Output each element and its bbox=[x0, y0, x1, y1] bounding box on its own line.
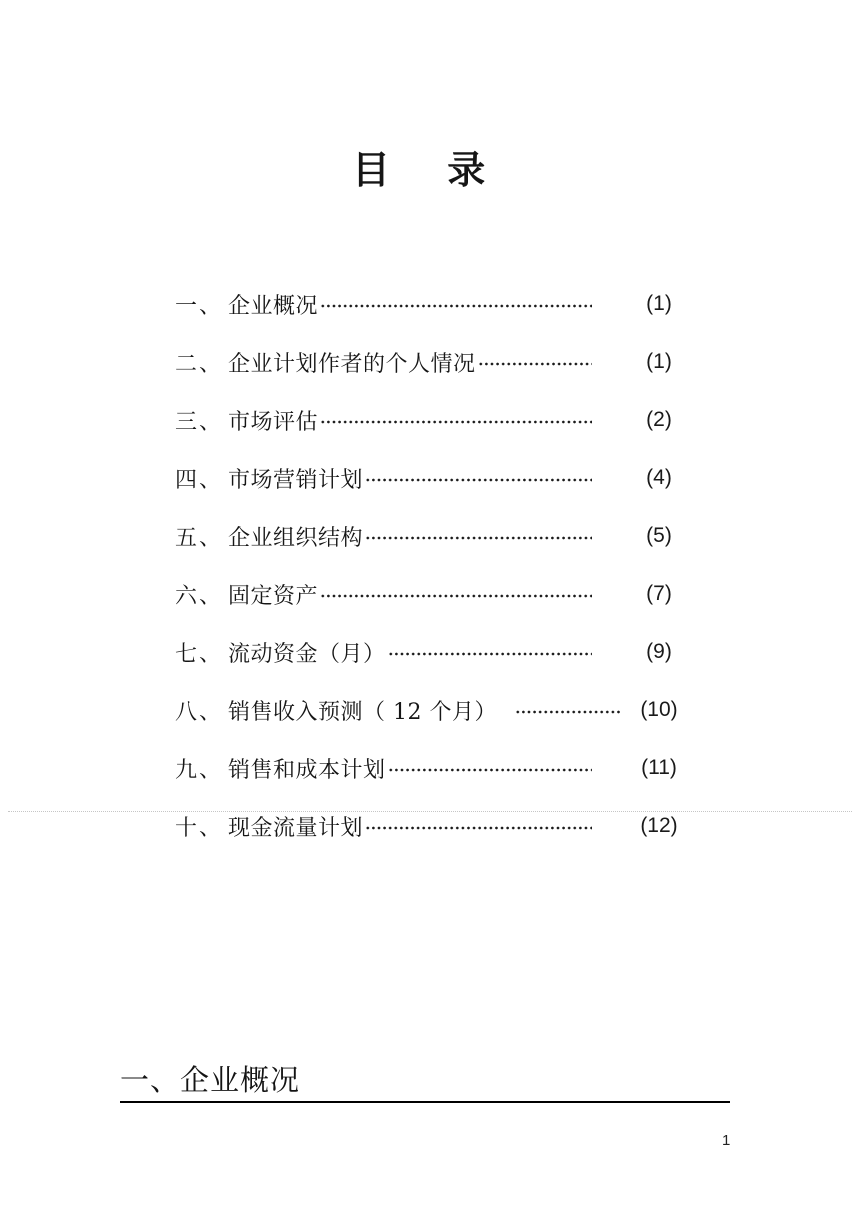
dot-leader bbox=[365, 536, 592, 540]
dot-leader bbox=[320, 594, 592, 598]
dot-leader bbox=[365, 478, 592, 482]
toc-entry bbox=[0, 739, 860, 797]
toc-entry-title: 流动资金（月） bbox=[228, 641, 386, 667]
dot-leader bbox=[388, 652, 592, 656]
toc-entry-page: (2) bbox=[646, 408, 672, 431]
toc-entry-title: 市场营销计划 bbox=[228, 467, 364, 493]
dot-leader bbox=[320, 304, 592, 308]
toc-entry-number: 五、 bbox=[175, 525, 224, 551]
toc-entry bbox=[0, 275, 860, 333]
toc-entry-page: (1) bbox=[646, 292, 672, 315]
toc-entry-number: 九、 bbox=[175, 757, 224, 783]
toc-entry-number: 十、 bbox=[175, 815, 224, 841]
toc-entry-page: (5) bbox=[646, 524, 672, 547]
toc-entry bbox=[0, 681, 860, 739]
toc-entry bbox=[0, 449, 860, 507]
toc-entry-title: 现金流量计划 bbox=[228, 815, 364, 841]
toc-entry-page: (9) bbox=[646, 640, 672, 663]
toc-entry-number: 一、 bbox=[175, 293, 224, 319]
toc-entry-title: 企业组织结构 bbox=[228, 525, 364, 551]
toc-entry-number: 二、 bbox=[175, 351, 224, 377]
section-heading: 一、企业概况 bbox=[120, 1062, 730, 1103]
toc-entry-number: 三、 bbox=[175, 409, 224, 435]
footer-page-number: 1 bbox=[722, 1132, 731, 1149]
toc-entry-page: (12) bbox=[640, 814, 678, 837]
toc-entry-page: (7) bbox=[646, 582, 672, 605]
toc-entry-number: 八、 bbox=[175, 699, 224, 725]
toc-title: 目 录 bbox=[352, 147, 487, 192]
toc-entry-title: 固定资产 bbox=[228, 583, 319, 609]
toc-entry bbox=[0, 565, 860, 623]
toc-entry bbox=[0, 333, 860, 391]
toc-entry-title: 企业概况 bbox=[228, 293, 319, 319]
toc-entry-page: (1) bbox=[646, 350, 672, 373]
dot-leader bbox=[478, 362, 592, 366]
toc-entry bbox=[0, 623, 860, 681]
page-break-divider bbox=[8, 811, 852, 812]
toc-entry-number: 四、 bbox=[175, 467, 224, 493]
toc-entry-page: (10) bbox=[640, 698, 678, 721]
table-of-contents bbox=[0, 275, 860, 855]
toc-entry bbox=[0, 507, 860, 565]
dot-leader bbox=[388, 768, 592, 772]
toc-entry bbox=[0, 797, 860, 855]
toc-entry-title: 销售收入预测（ 12 个月） bbox=[228, 699, 497, 725]
toc-entry-title: 销售和成本计划 bbox=[228, 757, 386, 783]
toc-entry-page: (4) bbox=[646, 466, 672, 489]
toc-entry-number: 六、 bbox=[175, 583, 224, 609]
dot-leader bbox=[515, 710, 620, 714]
dot-leader bbox=[365, 826, 592, 830]
toc-entry bbox=[0, 391, 860, 449]
dot-leader bbox=[320, 420, 592, 424]
toc-entry-page: (11) bbox=[641, 756, 677, 779]
toc-entry-number: 七、 bbox=[175, 641, 224, 667]
toc-entry-title: 企业计划作者的个人情况 bbox=[228, 351, 476, 377]
toc-entry-title: 市场评估 bbox=[228, 409, 319, 435]
